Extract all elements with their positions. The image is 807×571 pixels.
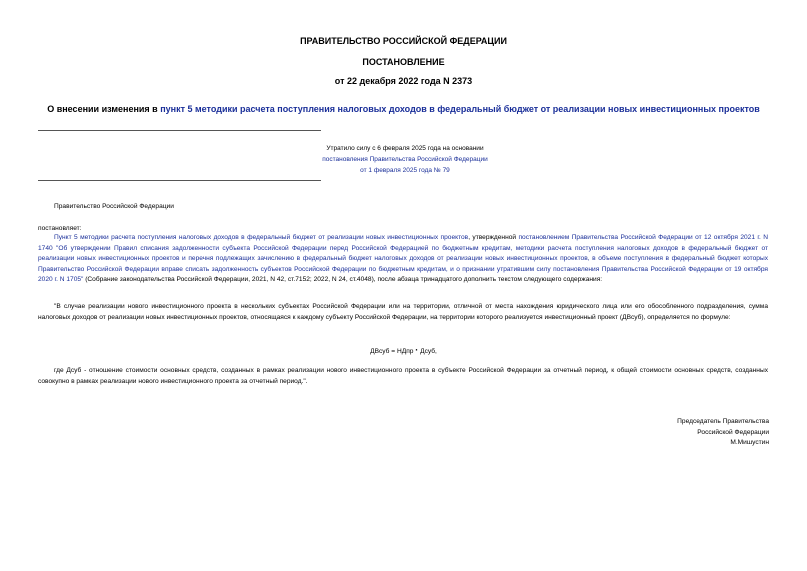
signature-name: М.Мишустин	[730, 439, 769, 446]
government-heading: ПРАВИТЕЛЬСТВО РОССИЙСКОЙ ФЕДЕРАЦИИ	[300, 36, 507, 46]
signature-block	[677, 417, 769, 449]
status-note	[230, 143, 580, 176]
status-note-link-line2[interactable]: постановления Правительства Российской Федерации	[322, 156, 488, 163]
title-link[interactable]: пункт 5 методики расчета поступления налоговых доходов в федеральный бюджет от реализации новых инвестиционных проектов	[160, 104, 760, 114]
amendment-paragraph	[38, 233, 768, 286]
status-note-line1: Утратило силу с 6 февраля 2025 года на основании	[326, 145, 484, 152]
formula	[0, 345, 807, 355]
divider-top	[38, 130, 321, 131]
doc-type-heading: ПОСТАНОВЛЕНИЕ	[362, 57, 445, 67]
definition-paragraph: где Дсуб - отношение стоимости основных средств, созданных в рамках реализации нового инвестиционного проекта в субъекте Российской Федерации за отчетный период, к общей стоимости основных средств, созданных совокупно в рамках реализации нового инвестиционного проекта за отчетный период.".	[38, 367, 768, 385]
signature-position: Председатель Правительства	[677, 418, 769, 425]
formula-right: Дсуб,	[418, 348, 437, 355]
title-prefix: О внесении изменения в	[47, 104, 161, 114]
amendment-text-1: , утвержденной	[468, 234, 519, 241]
intro-paragraph: Правительство Российской Федерации	[54, 203, 174, 210]
status-note-link-line3[interactable]: от 1 февраля 2025 года № 79	[360, 167, 450, 174]
formula-multiply-sign: ·	[415, 345, 419, 355]
resolves-paragraph: постановляет:	[38, 225, 82, 232]
date-number-heading: от 22 декабря 2022 года N 2373	[334, 76, 473, 86]
divider-bottom	[38, 180, 321, 181]
amendment-link-resolution[interactable]: постановлением Правительства Российской Федерации от 12 октября 2021 г. N 1740 "Об утверждении Правил списания задолженности субъекта Российской Федерации перед Российской Федерацией по бюджетным кредитам, методики расчета поступления налоговых доходов в федеральный бюджет от реализации новых инвестиционных проектов и перечня подлежащих зачислению в федеральный бюджет налоговых доходов от реализации новых инвестиционных проектов, в объеме поступления в федеральный бюджет которых Правительство Российской Федерации вправе списать задолженность субъектов Российской Федерации по бюджетным кредитам, и о признании утратившим силу постановления Правительства Российской Федерации от 19 октября 2020 г. N 1705"	[38, 234, 768, 283]
inserted-text-paragraph: "В случае реализации нового инвестиционного проекта в нескольких субъектах Российской Федерации или на территории, отличной от места нахождения юридического лица или его обособленного подразделения, сумма налоговых доходов от реализации новых инвестиционных проектов, относящаяся к каждому субъекту Российской Федерации, на территории которого реализуется инвестиционный проект (ДВсуб), определяется по формуле:	[38, 303, 768, 321]
amendment-link-methodology[interactable]: Пункт 5 методики расчета поступления налоговых доходов в федеральный бюджет от реализации новых инвестиционных проектов	[54, 234, 469, 241]
signature-organization: Российской Федерации	[697, 428, 769, 436]
amendment-text-2: (Собрание законодательства Российской Федерации, 2021, N 42, ст.7152; 2022, N 24, ст.4048), после абзаца тринадцатого дополнить текстом следующего содержания:	[83, 276, 603, 283]
formula-left: ДВсуб = НДпр	[370, 348, 416, 355]
document-title	[20, 104, 787, 114]
